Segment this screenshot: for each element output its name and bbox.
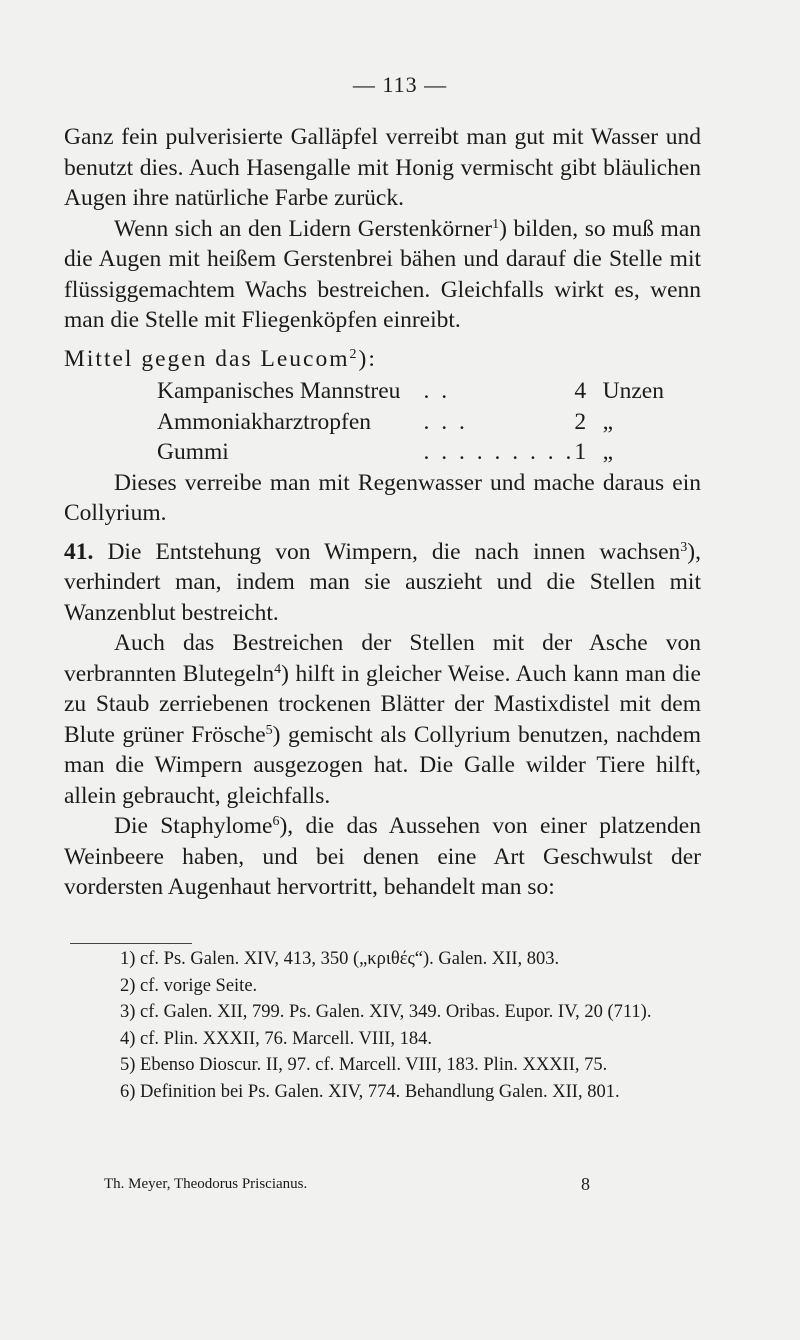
paragraph [64,214,701,336]
footnote-ref: 5 [265,722,273,738]
footnote-ref: 2 [349,346,359,362]
paragraph-text: Dieses verreibe man mit Regenwasser und mache daraus ein Collyrium. [64,469,701,526]
signature-mark: 8 [581,1174,590,1194]
ingredient-qty: 2 [574,408,587,435]
paragraph [64,468,701,529]
footnote: 4) cf. Plin. XXXII, 76. Marcell. VIII, 184. [120,1028,433,1049]
paragraph [64,811,701,903]
footnote-ref: 4 [274,661,282,677]
section-number: 41. [64,538,94,565]
main-text [64,122,701,903]
footnote: 6) Definition bei Ps. Galen. XIV, 774. Behandlung Galen. XII, 801. [120,1081,620,1102]
footnotes [76,946,706,1105]
page-footer [104,1176,604,1193]
footnote: 5) Ebenso Dioscur. II, 97. cf. Marcell. VIII, 183. Plin. XXXII, 75. [120,1055,608,1075]
ingredient-unit: „ [602,408,614,435]
leader-dots: . . . [423,408,468,435]
leader-dots: . . [423,378,451,404]
ingredient-name: Gummi [157,439,229,465]
footnote-ref: 6 [272,814,280,829]
recipe-table [157,376,701,468]
recipe-row [157,376,701,407]
ingredient-unit: Unzen [602,378,664,404]
paragraph-text: Ganz fein pulverisierte Galläpfel verreibt man gut mit Wasser und benutzt dies. Auch Hasengalle mit Honig vermischt gibt bläulichen Augen ihre natürliche Farbe zurück. [64,124,701,211]
paragraph-text: ), die das Aussehen von einer platzenden Weinbeere haben, und bei denen eine Art Geschwulst der vordersten Augenhaut hervortritt, behandelt man so: [64,813,701,900]
paragraph-text: Auch das Bestreichen der Stellen mit der Asche von verbrannten Blutegeln [64,630,701,687]
recipe-row [157,437,701,468]
paragraph-text: ) gemischt als Collyrium benutzen, nachdem man die Wimpern ausgezogen hat. Die Galle wilder Tiere hilft, allein gebraucht, gleichfalls. [64,721,702,809]
recipe-heading-text: Mittel gegen das Leucom [64,345,350,372]
page-number: — 113 — [352,72,448,97]
ingredient-qty: 4 [574,378,587,404]
ingredient-name: Ammoniakharztropfen [157,408,372,435]
footnote-ref: 1 [492,216,500,232]
footnote: 1) cf. Ps. Galen. XIV, 413, 350 („κριθές“). Galen. XII, 803. [120,949,560,969]
ingredient-qty: 1 [574,439,587,465]
paragraph-text: Die Staphylome [114,813,273,839]
footnote: 2) cf. vorige Seite. [120,975,258,996]
recipe-row [157,407,701,438]
paragraph-text: Die Entstehung von Wimpern, die nach innen wachsen [93,538,681,565]
footnote-divider [70,943,192,944]
paragraph-text: Wenn sich an den Lidern Gerstenkörner [114,215,493,242]
ingredient-unit: „ [602,439,614,465]
paragraph [64,628,701,811]
footnote-ref: 3 [680,539,688,555]
paragraph-text: ) hilft in gleicher Weise. Auch kann man die zu Staub zerriebenen trockenen Blätter der Mastixdistel mit dem Blute grüner Frösche [64,660,701,748]
recipe-heading [64,344,701,375]
paragraph-text: ) bilden, so muß man die Augen mit heißem Gerstenbrei bähen und darauf die Stelle mit flüssiggemachtem Wachs bestreichen. Gleichfalls wirkt es, wenn man die Stelle mit Fliegenköpfen einreibt. [64,215,701,333]
leader-dots: . . . . . . . . . [423,439,575,465]
paragraph-text: ), verhindert man, indem man sie auszieht und die Stellen mit Wanzenblut bestreicht. [64,538,701,626]
paragraph [64,122,701,214]
footnote: 3) cf. Galen. XII, 799. Ps. Galen. XIV, 349. Oribas. Eupor. IV, 20 (711). [120,1002,652,1022]
footer-author: Th. Meyer, Theodorus Priscianus. [104,1176,308,1192]
section-41 [64,537,701,629]
recipe-heading-text: ): [358,345,377,372]
ingredient-name: Kampanisches Mannstreu [157,378,401,404]
